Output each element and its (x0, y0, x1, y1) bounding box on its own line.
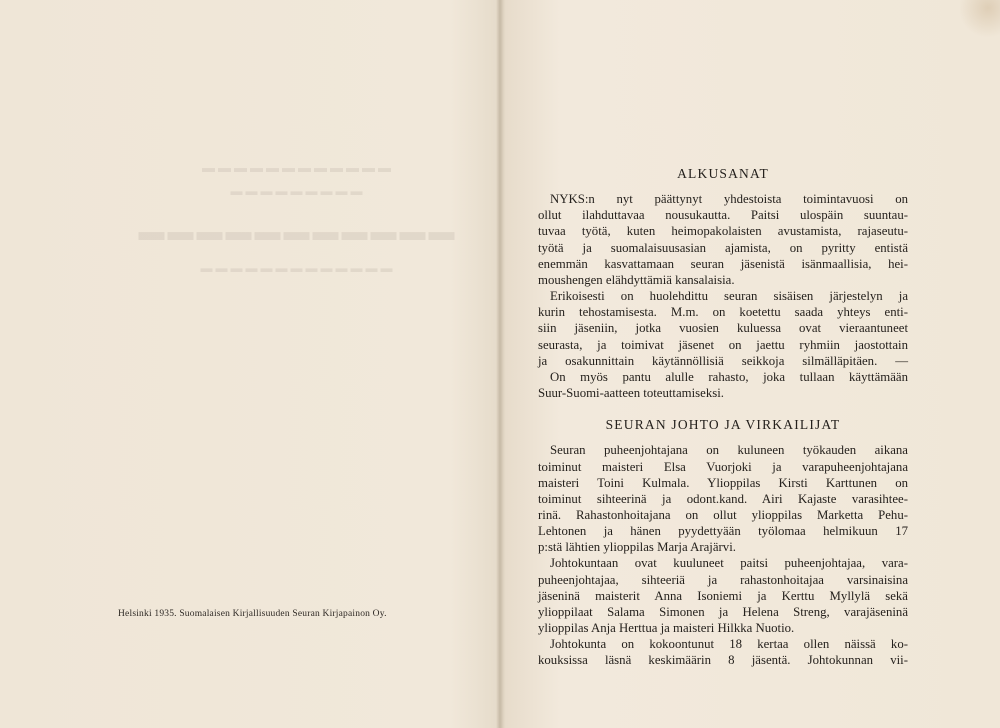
text-line: toiminut sihteerinä ja odont.kand. Airi Kajaste varasihtee- (538, 491, 908, 506)
right-page-text (538, 166, 908, 669)
text-line: ylioppilas Anja Herttua ja maisteri Hilkka Nuotio. (538, 621, 795, 636)
paragraph (538, 442, 908, 555)
text-line: puheenjohtajaa, sihteeriä ja rahastonhoitajaa varsinaisina (538, 572, 908, 587)
text-line: p:stä lähtien ylioppilas Marja Arajärvi. (538, 540, 736, 555)
text-line: kurin tehostamisesta. M.m. on koetettu saada yhteys enti- (538, 305, 908, 320)
text-line: maisteri Toini Kulmala. Ylioppilas Kirsti Karttunen on (538, 475, 908, 490)
text-line: jäseninä maisterit Anna Isoniemi ja Kerttu Myllylä sekä (538, 588, 908, 603)
heading-alkusanat: ALKUSANAT (677, 166, 769, 181)
left-page (0, 0, 498, 728)
text-line: siin jäseniin, jotka vuosien kuluessa ovat vieraantuneet (538, 321, 908, 336)
text-line: Seuran puheenjohtajana on kuluneen työkauden aikana (550, 443, 908, 458)
paragraph (538, 191, 908, 288)
paragraph (538, 555, 908, 636)
text-line: kouksissa läsnä keskimäärin 8 jäsentä. Johtokunnan vii- (538, 653, 908, 668)
paragraph (538, 636, 908, 668)
printer-imprint: Helsinki 1935. Suomalaisen Kirjallisuuden Seuran Kirjapainon Oy. (118, 609, 387, 619)
text-line: Johtokunta on kokoontunut 18 kertaa ollen näissä ko- (550, 637, 908, 652)
text-line: seurasta, ja toimivat jäsenet on jaettu ryhmiin jaostottain (538, 337, 908, 352)
text-line: Erikoisesti on huolehdittu seuran sisäisen järjestelyn ja (550, 289, 908, 304)
text-line: Lehtonen ja hänen pyydettyään työlomaa helmikuun 17 (538, 524, 908, 539)
text-line: ollut ilahduttavaa nousukautta. Paitsi ulospäin suuntau- (538, 208, 908, 223)
text-line: moushengen elähdyttämiä kansalaisia. (538, 272, 735, 287)
text-line: työtä ja suomalaisuusasian ajamista, on pyritty entistä (538, 240, 908, 255)
text-line: ja osakunnittain käytännöllisiä seikkoja silmälläpitäen. — (538, 353, 908, 368)
text-line: tuvaa työtä, kuten heimopakolaisten avustamista, rajaseutu- (538, 224, 908, 239)
text-line: NYKS:n nyt päättynyt yhdestoista toimintavuosi on (550, 192, 908, 207)
text-line: Johtokuntaan ovat kuuluneet paitsi puheenjohtajaa, vara- (550, 556, 908, 571)
bleed-through-text: ▬▬▬▬▬▬▬▬▬▬▬▬ ▬▬▬▬▬▬▬▬▬ ▬▬▬▬▬▬▬▬▬▬▬ ▬▬▬▬▬▬▬▬▬▬▬▬▬ (135, 160, 455, 275)
text-line: ylioppilaat Salama Simonen ja Helena Streng, varajäseninä (538, 604, 908, 619)
text-line: Suur-Suomi-aatteen toteuttamiseksi. (538, 386, 724, 401)
paragraph (538, 288, 908, 401)
heading-seuran-johto: SEURAN JOHTO JA VIRKAILIJAT (605, 417, 841, 433)
text-line: On myös pantu alulle rahasto, joka tullaan käyttämään (550, 369, 908, 384)
text-line: enemmän kasvattamaan seuran jäsenistä isänmaallisia, hei- (538, 256, 908, 271)
text-line: rinä. Rahastonhoitajana on ollut ylioppilas Marketta Pehu- (538, 507, 908, 522)
text-line: toiminut maisteri Elsa Vuorjoki ja varapuheenjohtajana (538, 459, 908, 474)
